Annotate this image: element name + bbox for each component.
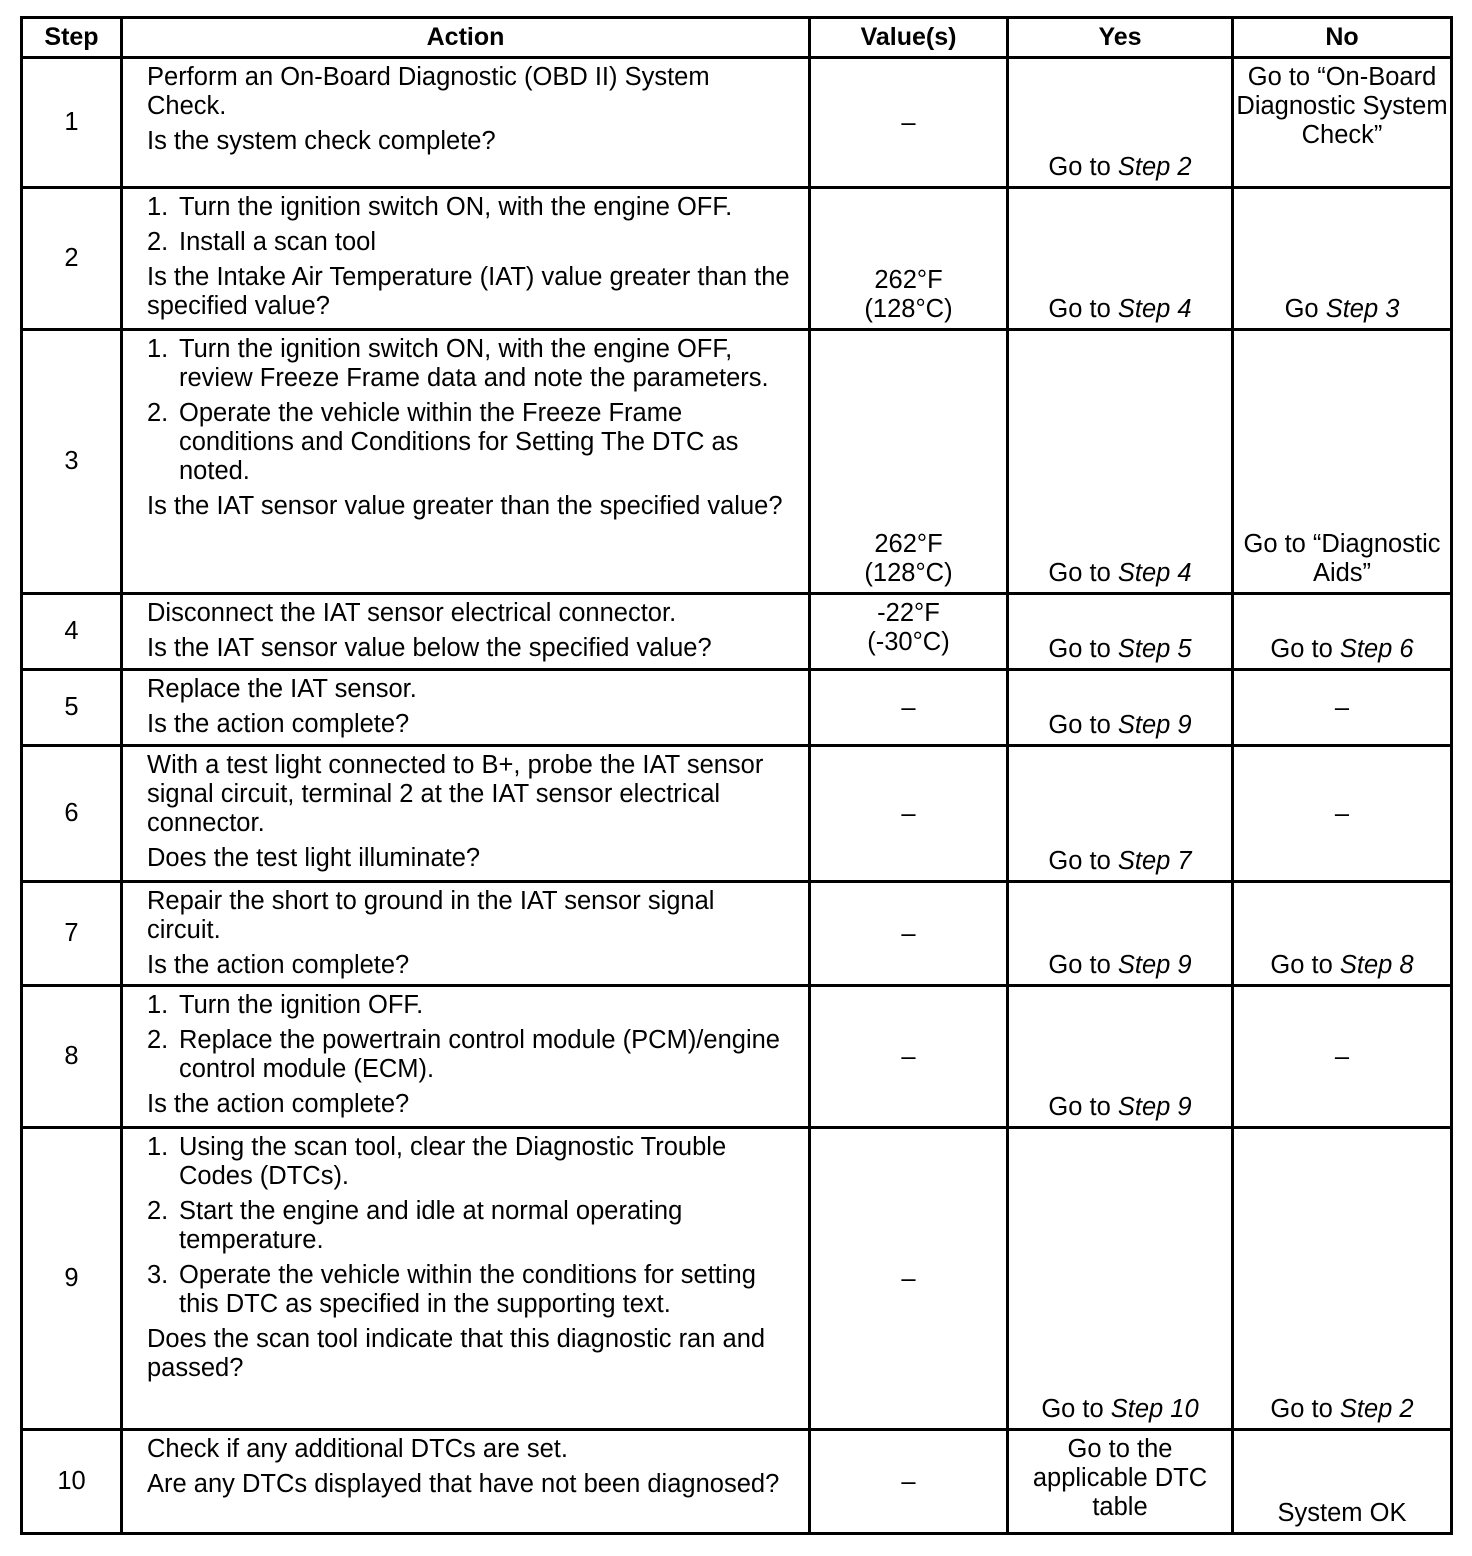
- yes-result: [1009, 295, 1231, 324]
- action-question: Is the IAT sensor value below the specified value?: [147, 634, 712, 662]
- value-box: [811, 693, 1006, 722]
- step-number: 3: [22, 330, 122, 594]
- action-step-item: [147, 1197, 794, 1255]
- yes-step-link[interactable]: Step 5: [1117, 635, 1192, 663]
- action-cell: [122, 58, 810, 188]
- value-line: 262°F: [874, 530, 943, 558]
- yes-step-link[interactable]: Step 4: [1117, 295, 1192, 323]
- header-action: Action: [122, 18, 810, 58]
- no-cell: [1233, 986, 1452, 1128]
- action-step-number: 2.: [147, 399, 169, 427]
- table-row: [22, 882, 1452, 986]
- action-cell: [122, 1128, 810, 1430]
- action-question: Does the scan tool indicate that this diagnostic ran and passed?: [147, 1325, 766, 1382]
- yes-result: [1009, 635, 1231, 664]
- action-step-number: 2.: [147, 228, 169, 256]
- diagnostic-table: [20, 16, 1453, 1535]
- table-row: [22, 188, 1452, 330]
- step-number: 9: [22, 1128, 122, 1430]
- value-cell: [810, 58, 1008, 188]
- no-text: –: [1334, 799, 1350, 827]
- value-cell: [810, 1128, 1008, 1430]
- action-question: Is the action complete?: [147, 710, 410, 738]
- yes-result: [1009, 1395, 1231, 1424]
- yes-prefix: Go to: [1048, 951, 1118, 979]
- value-cell: [810, 1430, 1008, 1534]
- value-cell: [810, 882, 1008, 986]
- no-result: [1234, 1042, 1450, 1071]
- yes-cell: [1008, 58, 1233, 188]
- action-question: Repair the short to ground in the IAT sensor signal circuit.: [147, 887, 715, 944]
- no-text: Go to “On-Board Diagnostic System Check”: [1236, 63, 1448, 149]
- value-box: [811, 1467, 1006, 1496]
- no-result: [1234, 63, 1450, 150]
- action-question: Is the IAT sensor value greater than the specified value?: [147, 492, 783, 520]
- table-row: [22, 330, 1452, 594]
- step-number: 7: [22, 882, 122, 986]
- step-number: 4: [22, 594, 122, 670]
- no-cell: [1233, 58, 1452, 188]
- no-cell: [1233, 1430, 1452, 1534]
- yes-prefix: Go to: [1048, 847, 1118, 875]
- value-line: –: [901, 1042, 916, 1070]
- no-result: [1234, 295, 1450, 324]
- action-cell: [122, 594, 810, 670]
- no-result: [1234, 693, 1450, 722]
- yes-prefix: Go to: [1048, 635, 1118, 663]
- yes-step-link[interactable]: Step 2: [1117, 153, 1192, 181]
- yes-step-link[interactable]: Step 10: [1110, 1395, 1199, 1423]
- no-step-link[interactable]: Step 2: [1339, 1395, 1414, 1423]
- action-step-text: Install a scan tool: [179, 228, 377, 256]
- yes-result: [1009, 951, 1231, 980]
- value-cell: [810, 594, 1008, 670]
- action-question: Is the system check complete?: [147, 127, 496, 155]
- no-result: [1234, 635, 1450, 664]
- no-cell: [1233, 882, 1452, 986]
- action-question: Are any DTCs displayed that have not been diagnosed?: [147, 1470, 780, 1498]
- action-question: Does the test light illuminate?: [147, 844, 481, 872]
- action-question: Replace the IAT sensor.: [147, 675, 417, 703]
- table-row: [22, 58, 1452, 188]
- action-step-item: [147, 228, 794, 257]
- no-cell: [1233, 1128, 1452, 1430]
- yes-prefix: Go to: [1041, 1395, 1111, 1423]
- value-line: 262°F: [874, 266, 943, 294]
- action-question: Is the Intake Air Temperature (IAT) value greater than the specified value?: [147, 263, 790, 320]
- yes-result: [1009, 153, 1231, 182]
- no-prefix: Go: [1284, 295, 1326, 323]
- yes-cell: [1008, 746, 1233, 882]
- no-text: –: [1334, 693, 1350, 721]
- action-step-number: 2.: [147, 1197, 169, 1225]
- step-number: 8: [22, 986, 122, 1128]
- action-step-item: [147, 1133, 794, 1191]
- header-yes: Yes: [1008, 18, 1233, 58]
- action-step-number: 1.: [147, 991, 169, 1019]
- value-cell: [810, 330, 1008, 594]
- value-line: (-30°C): [867, 628, 950, 656]
- yes-prefix: Go to: [1048, 295, 1118, 323]
- yes-text: Go to the applicable DTC table: [1032, 1435, 1208, 1521]
- table-row: [22, 1128, 1452, 1430]
- action-step-text: Turn the ignition switch ON, with the engine OFF.: [179, 193, 733, 221]
- action-step-item: [147, 1026, 794, 1084]
- table-row: [22, 1430, 1452, 1534]
- yes-result: [1009, 1093, 1231, 1122]
- table-row: [22, 594, 1452, 670]
- action-step-item: [147, 335, 794, 393]
- action-question: Is the action complete?: [147, 951, 410, 979]
- no-step-link[interactable]: Step 3: [1325, 295, 1400, 323]
- action-cell: [122, 330, 810, 594]
- yes-step-link[interactable]: Step 9: [1117, 951, 1192, 979]
- action-step-number: 3.: [147, 1261, 169, 1289]
- yes-cell: [1008, 670, 1233, 746]
- value-line: –: [901, 108, 916, 136]
- step-number: 2: [22, 188, 122, 330]
- action-cell: [122, 670, 810, 746]
- action-step-item: [147, 193, 794, 222]
- value-line: –: [901, 1264, 916, 1292]
- no-cell: [1233, 330, 1452, 594]
- no-result: [1234, 799, 1450, 828]
- value-line: (128°C): [864, 295, 953, 323]
- no-text: –: [1334, 1042, 1350, 1070]
- value-box: [811, 599, 1006, 657]
- action-question: With a test light connected to B+, probe the IAT sensor signal circuit, terminal 2 at the IAT sensor electrical connector.: [147, 751, 764, 837]
- action-step-number: 1.: [147, 1133, 169, 1161]
- value-cell: [810, 746, 1008, 882]
- value-line: –: [901, 693, 916, 721]
- yes-cell: [1008, 1430, 1233, 1534]
- no-cell: [1233, 670, 1452, 746]
- yes-step-link[interactable]: Step 9: [1117, 1093, 1192, 1121]
- action-step-text: Replace the powertrain control module (PCM)/engine control module (ECM).: [179, 1026, 780, 1083]
- value-box: [811, 1264, 1006, 1293]
- yes-cell: [1008, 986, 1233, 1128]
- value-cell: [810, 986, 1008, 1128]
- action-question: Is the action complete?: [147, 1090, 410, 1118]
- yes-prefix: Go to: [1048, 153, 1118, 181]
- yes-prefix: Go to: [1048, 1093, 1118, 1121]
- yes-prefix: Go to: [1048, 711, 1118, 739]
- no-prefix: Go to: [1270, 1395, 1340, 1423]
- value-box: [811, 799, 1006, 828]
- step-number: 5: [22, 670, 122, 746]
- value-line: -22°F: [877, 599, 940, 627]
- yes-prefix: Go to: [1048, 559, 1118, 587]
- action-step-text: Operate the vehicle within the conditions for setting this DTC as specified in the supporting text.: [179, 1261, 756, 1318]
- yes-step-link[interactable]: Step 7: [1117, 847, 1192, 875]
- value-box: [811, 1042, 1006, 1071]
- value-line: (128°C): [864, 559, 953, 587]
- action-step-text: Operate the vehicle within the Freeze Frame conditions and Conditions for Setting The DTC as noted.: [179, 399, 739, 485]
- action-cell: [122, 746, 810, 882]
- value-line: –: [901, 799, 916, 827]
- action-step-number: 2.: [147, 1026, 169, 1054]
- header-step: Step: [22, 18, 122, 58]
- action-step-item: [147, 399, 794, 486]
- no-text: Go to “Diagnostic Aids”: [1243, 530, 1441, 587]
- yes-result: [1009, 1435, 1231, 1522]
- action-step-item: [147, 1261, 794, 1319]
- yes-cell: [1008, 594, 1233, 670]
- no-result: [1234, 951, 1450, 980]
- header-row: [22, 18, 1452, 58]
- header-values: Value(s): [810, 18, 1008, 58]
- no-prefix: Go to: [1270, 951, 1340, 979]
- yes-cell: [1008, 330, 1233, 594]
- no-prefix: Go to: [1270, 635, 1340, 663]
- table-row: [22, 670, 1452, 746]
- value-cell: [810, 188, 1008, 330]
- value-box: [811, 266, 1006, 324]
- no-result: [1234, 1499, 1450, 1528]
- yes-cell: [1008, 1128, 1233, 1430]
- action-question: Perform an On-Board Diagnostic (OBD II) System Check.: [147, 63, 710, 120]
- value-line: –: [901, 919, 916, 947]
- yes-cell: [1008, 188, 1233, 330]
- table-row: [22, 986, 1452, 1128]
- yes-result: [1009, 711, 1231, 740]
- value-line: –: [901, 1467, 916, 1495]
- step-number: 6: [22, 746, 122, 882]
- yes-step-link[interactable]: Step 9: [1117, 711, 1192, 739]
- no-cell: [1233, 188, 1452, 330]
- action-step-number: 1.: [147, 335, 169, 363]
- no-step-link[interactable]: Step 6: [1339, 635, 1414, 663]
- yes-result: [1009, 559, 1231, 588]
- action-step-text: Start the engine and idle at normal operating temperature.: [179, 1197, 683, 1254]
- header-no: No: [1233, 18, 1452, 58]
- action-cell: [122, 986, 810, 1128]
- action-step-text: Turn the ignition OFF.: [179, 991, 424, 1019]
- yes-cell: [1008, 882, 1233, 986]
- action-cell: [122, 188, 810, 330]
- action-step-text: Turn the ignition switch ON, with the engine OFF, review Freeze Frame data and note the parameters.: [179, 335, 769, 392]
- step-number: 1: [22, 58, 122, 188]
- yes-step-link[interactable]: Step 4: [1117, 559, 1192, 587]
- no-cell: [1233, 746, 1452, 882]
- yes-result: [1009, 847, 1231, 876]
- value-cell: [810, 670, 1008, 746]
- no-result: [1234, 530, 1450, 588]
- action-cell: [122, 1430, 810, 1534]
- action-question: Check if any additional DTCs are set.: [147, 1435, 568, 1463]
- step-number: 10: [22, 1430, 122, 1534]
- action-cell: [122, 882, 810, 986]
- action-step-item: [147, 991, 794, 1020]
- value-box: [811, 530, 1006, 588]
- action-question: Disconnect the IAT sensor electrical connector.: [147, 599, 677, 627]
- table-body: [22, 58, 1452, 1534]
- table-row: [22, 746, 1452, 882]
- value-box: [811, 919, 1006, 948]
- no-text: System OK: [1277, 1499, 1407, 1527]
- no-result: [1234, 1395, 1450, 1424]
- no-step-link[interactable]: Step 8: [1339, 951, 1414, 979]
- action-step-number: 1.: [147, 193, 169, 221]
- action-step-text: Using the scan tool, clear the Diagnostic Trouble Codes (DTCs).: [179, 1133, 727, 1190]
- value-box: [811, 108, 1006, 137]
- no-cell: [1233, 594, 1452, 670]
